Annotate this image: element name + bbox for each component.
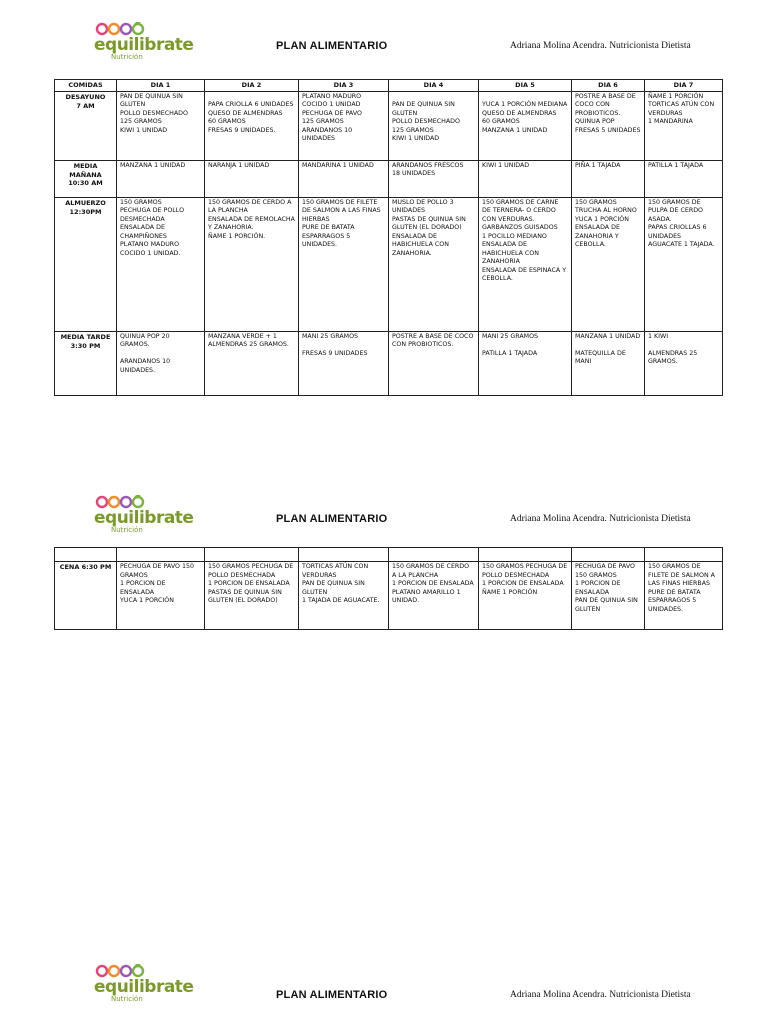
logo-subtitle: Nutrición (111, 995, 143, 1003)
page-title: PLAN ALIMENTARIO (276, 40, 388, 52)
dinner-plan-table (54, 547, 723, 630)
header-dia-7: DIA 7 (645, 80, 723, 92)
equilibrate-logo (94, 495, 204, 545)
nutritionist-name: Adriana Molina Acendra. Nutricionista Dietista (510, 990, 691, 1000)
table-cell: PECHUGA DE PAVO 150 GRAMOS 1 PORCION DE ENSALADA YUCA 1 PORCIÓN (117, 562, 205, 630)
logo-wordmark: equilibrate (94, 35, 194, 55)
table-cell: MUSLO DE POLLO 3 UNIDADES PASTAS DE QUINUA SIN GLUTEN (EL DORADO) ENSALADA DE HABICHUELA CON ZANAHORIA. (389, 197, 479, 331)
table-header-row (55, 548, 723, 562)
header-dia-5: DIA 5 (479, 80, 572, 92)
table-cell: ÑAME 1 PORCIÓN TORTICAS ATÚN CON VERDURAS 1 MANDARINA (645, 91, 723, 160)
meal-label-media-manana: MEDIA MAÑANA 10:30 AM (55, 160, 117, 197)
meal-label-desayuno: DESAYUNO 7 AM (55, 91, 117, 160)
table-cell: 150 GRAMOS PECHUGA DE POLLO DESMECHADA 1 PORCION DE ENSALADA PASTAS DE QUINUA SIN GLUTEN (EL DORADO) (205, 562, 299, 630)
table-cell: 150 GRAMOS DE FILETE DE SALMON A LAS FINAS HIERBAS PURE DE BATATA ESPARRAGOS 5 UNIDADES. (299, 197, 389, 331)
table-cell: 150 GRAMOS DE FILETE DE SALMON A LAS FINAS HIERBAS PURE DE BATATA ESPARRAGOS 5 UNIDADES. (645, 562, 723, 630)
page-title: PLAN ALIMENTARIO (276, 513, 388, 525)
table-cell: 150 GRAMOS PECHUGA DE POLLO DESMECHADA 1 PORCION DE ENSALADA ÑAME 1 PORCIÓN (479, 562, 572, 630)
logo-circles-icon (94, 22, 156, 36)
header-dia-6: DIA 6 (572, 80, 645, 92)
header-dia-4: DIA 4 (389, 80, 479, 92)
meal-label-almuerzo: ALMUERZO 12:30PM (55, 197, 117, 331)
table-cell: QUINUA POP 20 GRAMOS. ARANDANOS 10 UNIDADES. (117, 331, 205, 395)
page-header (0, 495, 768, 545)
table-cell: POSTRE A BASE DE COCO CON PROBIOTICOS. (389, 331, 479, 395)
header-dia-2: DIA 2 (205, 80, 299, 92)
meal-label-media-tarde: MEDIA TARDE 3:30 PM (55, 331, 117, 395)
table-cell: PAN DE QUINUA SIN GLUTEN POLLO DESMECHADO 125 GRAMOS KIWI 1 UNIDAD (117, 91, 205, 160)
table-cell: 150 GRAMOS DE CERDO A LA PLANCHA ENSALADA DE REMOLACHA Y ZANAHORIA. ÑAME 1 PORCIÓN. (205, 197, 299, 331)
page-header (0, 964, 768, 1014)
page-title: PLAN ALIMENTARIO (276, 989, 388, 1001)
page-header (0, 22, 768, 72)
table-cell: MANZANA VERDE + 1 ALMENDRAS 25 GRAMOS. (205, 331, 299, 395)
table-cell: MANDARINA 1 UNIDAD (299, 160, 389, 197)
meal-label-cena: CENA 6:30 PM (55, 562, 117, 630)
table-cell: YUCA 1 PORCIÓN MEDIANA QUESO DE ALMENDRAS 60 GRAMOS MANZANA 1 UNIDAD (479, 91, 572, 160)
table-cell: MANI 25 GRAMOS FRESAS 9 UNIDADES (299, 331, 389, 395)
meal-plan-table (54, 79, 723, 396)
table-row (55, 562, 723, 630)
table-cell: MANZANA 1 UNIDAD MATEQUILLA DE MANI (572, 331, 645, 395)
nutritionist-name: Adriana Molina Acendra. Nutricionista Dietista (510, 514, 691, 524)
table-header-row (55, 80, 723, 92)
equilibrate-logo (94, 22, 204, 72)
table-cell: PAPA CRIOLLA 6 UNIDADES QUESO DE ALMENDRAS 60 GRAMOS FRESAS 9 UNIDADES. (205, 91, 299, 160)
table-row (55, 331, 723, 395)
table-cell: MANZANA 1 UNIDAD (117, 160, 205, 197)
logo-subtitle: Nutrición (111, 53, 143, 61)
logo-subtitle: Nutrición (111, 526, 143, 534)
nutritionist-name: Adriana Molina Acendra. Nutricionista Dietista (510, 41, 691, 51)
table-cell: 150 GRAMOS DE PULPA DE CERDO ASADA. PAPAS CRIOLLAS 6 UNIDADES AGUACATE 1 TAJADA. (645, 197, 723, 331)
logo-wordmark: equilibrate (94, 977, 194, 997)
header-comidas: COMIDAS (55, 80, 117, 92)
table-cell: NARANJA 1 UNIDAD (205, 160, 299, 197)
table-cell: KIWI 1 UNIDAD (479, 160, 572, 197)
header-dia-1: DIA 1 (117, 80, 205, 92)
logo-wordmark: equilibrate (94, 508, 194, 528)
table-cell: 150 GRAMOS DE CARNE DE TERNERA- O CERDO CON VERDURAS. GARBANZOS GUISADOS 1 POCILLO MEDIANO ENSALADA DE HABICHUELA CON ZANAHORIA ENSALADA DE ESPINACA Y CEBOLLA. (479, 197, 572, 331)
table-cell: PECHUGA DE PAVO 150 GRAMOS 1 PORCION DE ENSALADA PAN DE QUINUA SIN GLUTEN (572, 562, 645, 630)
table-cell: 150 GRAMOS PECHUGA DE POLLO DESMECHADA ENSALADA DE CHAMPIÑONES PLATANO MADURO COCIDO 1 UNIDAD. (117, 197, 205, 331)
table-row (55, 91, 723, 160)
table-cell: PIÑA 1 TAJADA (572, 160, 645, 197)
table-cell: TORTICAS ATÚN CON VERDURAS PAN DE QUINUA SIN GLUTEN 1 TAJADA DE AGUACATE. (299, 562, 389, 630)
table-cell: 150 GRAMOS TRUCHA AL HORNO YUCA 1 PORCIÓN ENSALADA DE ZANAHORIA Y CEBOLLA. (572, 197, 645, 331)
table-cell: 1 KIWI ALMENDRAS 25 GRAMOS. (645, 331, 723, 395)
table-cell: 150 GRAMOS DE CERDO A LA PLANCHA 1 PORCION DE ENSALADA PLATANO AMARILLO 1 UNIDAD. (389, 562, 479, 630)
table-cell: MANI 25 GRAMOS PATILLA 1 TAJADA (479, 331, 572, 395)
table-cell: PLATANO MADURO COCIDO 1 UNIDAD PECHUGA DE PAVO 125 GRAMOS ARANDANOS 10 UNIDADES (299, 91, 389, 160)
table-cell: ARANDANOS FRESCOS 18 UNIDADES (389, 160, 479, 197)
header-dia-3: DIA 3 (299, 80, 389, 92)
logo-circles-icon (94, 495, 156, 509)
table-cell: PATILLA 1 TAJADA (645, 160, 723, 197)
equilibrate-logo (94, 964, 204, 1014)
table-cell: POSTRE A BASE DE COCO CON PROBIOTICOS. QUINUA POP FRESAS 5 UNIDADES (572, 91, 645, 160)
table-row (55, 160, 723, 197)
logo-circles-icon (94, 964, 156, 978)
table-cell: PAN DE QUINUA SIN GLUTEN POLLO DESMECHADO 125 GRAMOS KIWI 1 UNIDAD (389, 91, 479, 160)
table-row (55, 197, 723, 331)
